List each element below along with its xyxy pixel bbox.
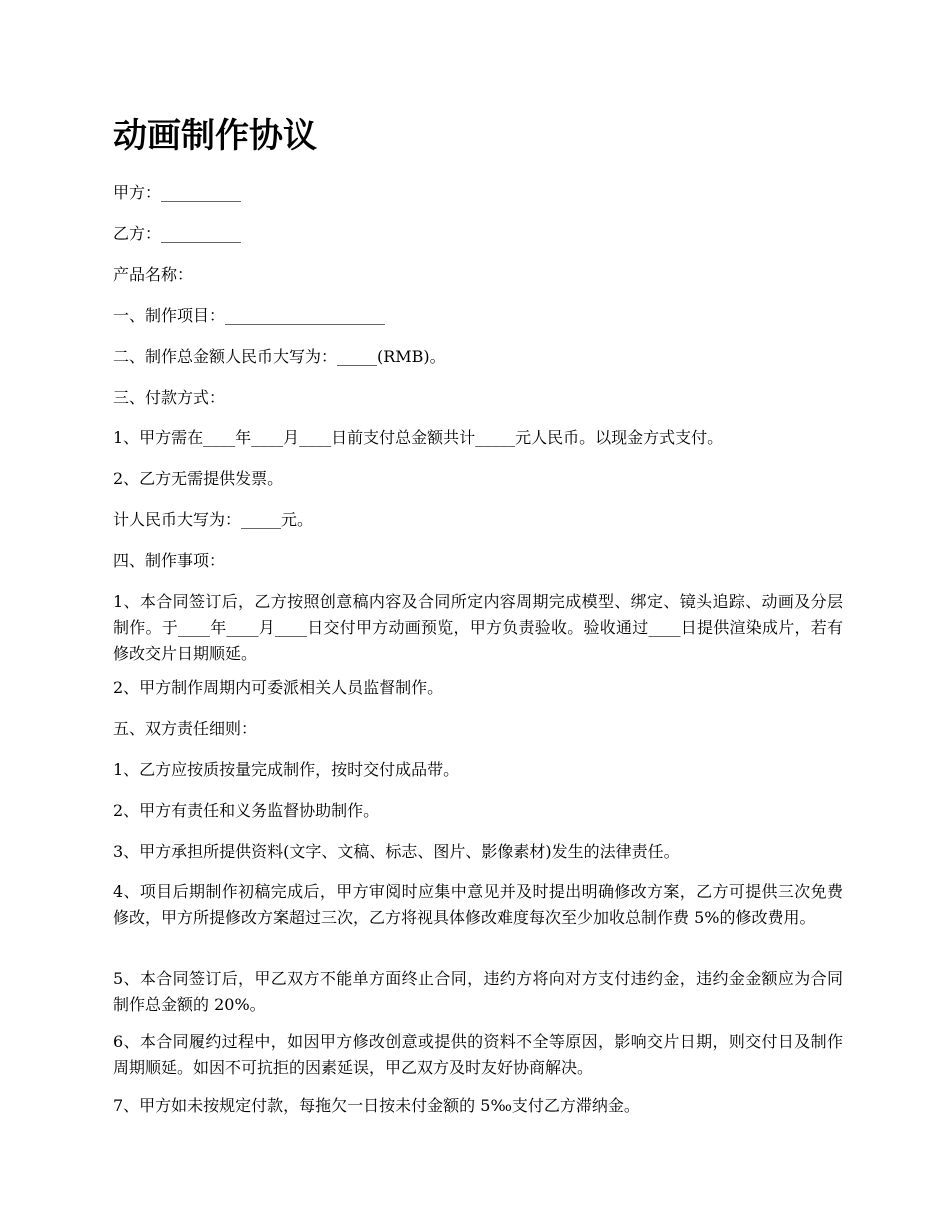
section-2-total-amount: 二、制作总金额人民币大写为：_____(RMB)。	[113, 347, 446, 366]
section-4-heading: 四、制作事项：	[113, 551, 226, 570]
document-title: 动画制作协议	[113, 116, 317, 156]
section-5-clause-7: 7、甲方如未按规定付款，每拖欠一日按未付金额的 5‰支付乙方滞纳金。	[113, 1096, 640, 1115]
section-5-clause-6: 6、本合同履约过程中，如因甲方修改创意或提供的资料不全等原因，影响交片日期，则交付日及制作周期顺延。如因不可抗拒的因素延误，甲乙双方及时友好协商解决。	[113, 1032, 843, 1077]
party-a-line: 甲方：__________	[113, 183, 242, 202]
section-5-clause-1: 1、乙方应按质按量完成制作，按时交付成品带。	[113, 760, 460, 779]
section-5-clause-5: 5、本合同签订后，甲乙双方不能单方面终止合同，违约方将向对方支付违约金，违约金金额应为合同制作总金额的 20%。	[113, 969, 843, 1014]
section-3-clause-2: 2、乙方无需提供发票。	[113, 469, 284, 488]
section-1-production-item: 一、制作项目：____________________	[113, 306, 386, 325]
section-5-clause-2: 2、甲方有责任和义务监督协助制作。	[113, 801, 380, 820]
section-5-clause-3: 3、甲方承担所提供资料(文字、文稿、标志、图片、影像素材)发生的法律责任。	[113, 842, 680, 861]
section-5-heading: 五、双方责任细则：	[113, 719, 258, 738]
section-5-clause-4: 4、项目后期制作初稿完成后，甲方审阅时应集中意见并及时提出明确修改方案，乙方可提供三次免费修改，甲方所提修改方案超过三次，乙方将视具体修改难度每次至少加收总制作费 5%的修改费用。	[113, 882, 843, 927]
section-3-heading: 三、付款方式：	[113, 388, 226, 407]
party-b-line: 乙方：__________	[113, 224, 242, 243]
section-4-clause-1: 1、本合同签订后，乙方按照创意稿内容及合同所定内容周期完成模型、绑定、镜头追踪、动画及分层制作。于____年____月____日交付甲方动画预览，甲方负责验收。验收通过____日提供渲染成片，若有修改交片日期顺延。	[113, 592, 843, 663]
section-3-amount-in-words: 计人民币大写为：_____元。	[113, 510, 314, 529]
product-name-line: 产品名称：	[113, 265, 194, 284]
section-3-clause-1: 1、甲方需在____年____月____日前支付总金额共计_____元人民币。以现金方式支付。	[113, 428, 724, 447]
section-4-clause-2: 2、甲方制作周期内可委派相关人员监督制作。	[113, 678, 444, 697]
